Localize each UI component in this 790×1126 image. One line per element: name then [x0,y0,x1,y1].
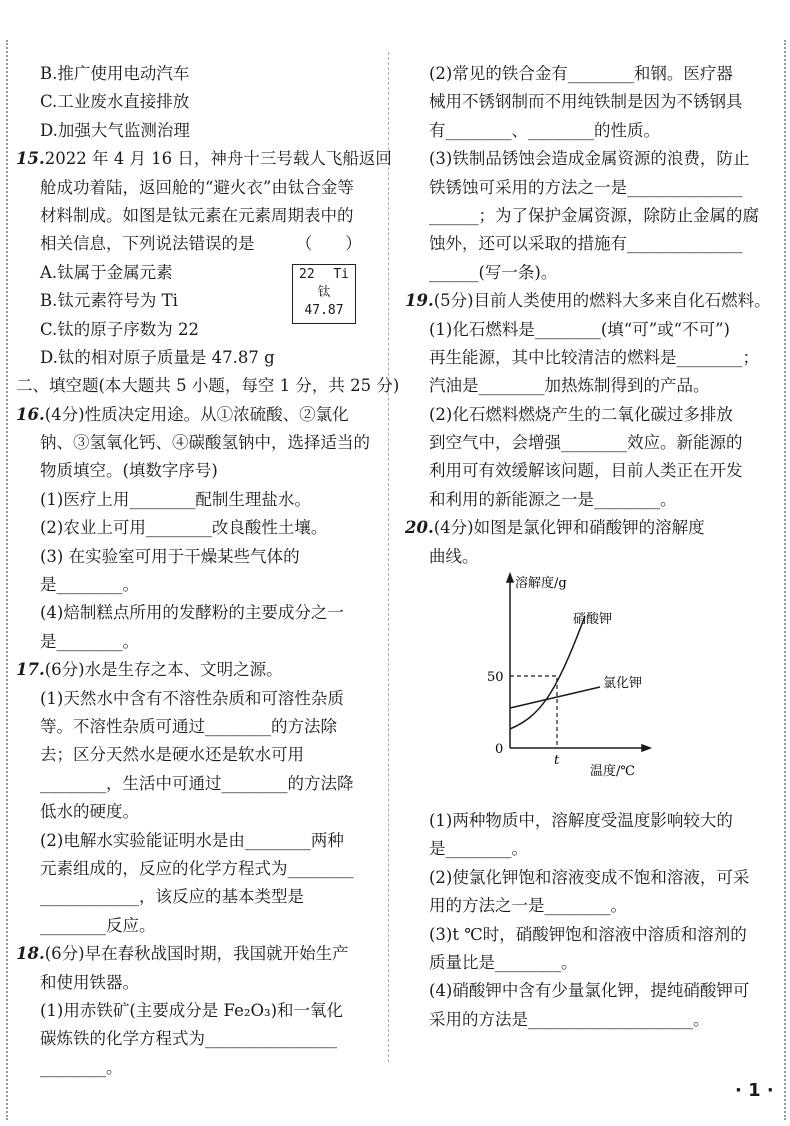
text-line [405,202,777,230]
question-line [405,287,777,315]
text-line [16,344,376,372]
text-line [16,827,376,855]
line-text: (2)化石燃料燃烧产生的二氧化碳过多排放 [429,404,733,424]
line-text: 2022 年 4 月 16 日，神舟十三号载人飞船返回 [44,149,392,169]
line-text: 低水的硬度。 [40,802,139,822]
line-text: 质量比是________。 [429,952,578,972]
text-line [405,807,777,835]
line-text: (4分)如图是氯化钾和硝酸钾的溶解度 [433,518,705,538]
line-text: (6分)早在春秋战国时期，我国就开始生产 [44,944,349,964]
text-line [405,1006,777,1034]
text-line [405,174,777,202]
text-line [16,457,376,485]
right-column [405,60,777,1034]
line-text: ________反应。 [40,915,156,935]
line-text: D.加强大气监测治理 [40,120,190,140]
text-line [405,372,777,400]
kcl-label: 氯化钾 [603,676,643,692]
line-text: 相关信息，下列说法错误的是 （ ） [40,234,362,254]
line-text: 物质填空。(填数字序号) [40,461,218,481]
line-text: ____________，该反应的基本类型是 [40,887,304,907]
text-line [16,798,376,826]
line-text: 材料制成。如图是钛元素在元素周期表中的 [40,205,354,225]
question-number: 15. [16,149,45,169]
text-line [16,60,376,88]
column-divider [388,52,389,1062]
text-line [16,202,376,230]
line-text: 汽油是________加热炼制得到的产品。 [429,376,710,396]
text-line [16,88,376,116]
text-line [405,949,777,977]
line-text: 二、填空题(本大题共 5 小题，每空 1 分，共 25 分) [16,376,400,396]
text-line [16,1054,376,1082]
line-text: (1)用赤铁矿(主要成分是 Fe₂O₃)和一氧化 [40,1000,344,1020]
line-text: 再生能源，其中比较清洁的燃料是________； [429,347,759,367]
line-text: (2)农业上可用________改良酸性土壤。 [40,518,328,538]
question-line [16,656,376,684]
line-text: (3)铁制品锈蚀会造成金属资源的浪费，防止 [429,149,750,169]
line-text: 钠、③氢氧化钙、④碳酸氢钠中，选择适当的 [40,433,370,453]
atomic-number: 22 [299,267,315,282]
y-axis-arrow [507,574,513,582]
text-line [16,514,376,542]
text-line [405,864,777,892]
line-text: (4)硝酸钾中含有少量氯化钾，提纯硝酸钾可 [429,981,750,1001]
line-text: ______(写一条)。 [429,262,558,282]
line-text: (4)焙制糕点所用的发酵粉的主要成分之一 [40,603,344,623]
question-line [16,940,376,968]
line-text: 采用的方法是____________________。 [429,1009,710,1029]
line-text: (2)使氯化钾饱和溶液变成不饱和溶液，可采 [429,867,750,887]
text-line [405,543,777,571]
line-text: 是________。 [429,839,528,859]
line-text: (5分)目前人类使用的燃料大多来自化石燃料。 [433,291,771,311]
line-text: 蚀外，还可以采取的措施有______________ [429,234,743,254]
line-text: 到空气中，会增强________效应。新能源的 [429,433,743,453]
line-text: (2)电解水实验能证明水是由________两种 [40,830,344,850]
text-line [16,117,376,145]
text-line [16,741,376,769]
line-text: 是________。 [40,575,139,595]
text-line [405,145,777,173]
question-line [405,514,777,542]
line-text: (2)常见的铁合金有________和钢。医疗器 [429,64,733,83]
text-line [405,892,777,920]
text-line [405,259,777,287]
question-line [16,401,376,429]
left-column [16,60,400,1082]
text-line [16,486,376,514]
line-text: B.推广使用电动汽车 [40,64,190,83]
line-text: (1)两种物质中，溶解度受温度影响较大的 [429,811,733,831]
text-line [405,835,777,863]
line-text: (1)天然水中含有不溶性杂质和可溶性杂质 [40,688,344,708]
element-symbol: Ti [333,267,349,282]
line-text: 舱成功着陆，返回舱的“避火衣”由钛合金等 [40,177,354,197]
kcl-line [510,687,600,708]
kno3-curve [510,616,585,729]
text-line [405,457,777,485]
text-line [16,685,376,713]
question-number: 16. [16,404,45,424]
text-line [405,88,777,116]
line-text: 利用可有效缓解该问题，目前人类正在开发 [429,461,743,481]
text-line [405,486,777,514]
text-line [16,713,376,741]
line-text: 用的方法之一是________。 [429,896,627,916]
line-text: 和使用铁器。 [40,972,139,992]
text-line [16,571,376,599]
line-text: (3) 在实验室可用于干燥某些气体的 [40,546,300,566]
text-line [16,770,376,798]
y-axis-label: 溶解度/g [515,576,567,592]
text-line [16,230,376,258]
text-line [405,429,777,457]
question-number: 18. [16,944,45,964]
text-line [16,1025,376,1053]
text-line [16,969,376,997]
line-text: 元素组成的，反应的化学方程式为________ [40,858,354,878]
line-text: 和利用的新能源之一是________。 [429,489,677,509]
question-line [16,145,392,173]
text-line [405,977,777,1005]
text-line [16,997,376,1025]
element-name: 钛 [317,285,331,300]
text-line [16,543,376,571]
line-text: 曲线。 [429,546,479,566]
y-tick-50: 50 [487,670,504,686]
x-axis-arrow [642,745,650,751]
kno3-label: 硝酸钾 [573,612,613,628]
line-text: (4分)性质决定用途。从①浓硫酸、②氯化 [44,404,349,424]
text-line [405,316,777,344]
line-text: C.工业废水直接排放 [40,92,190,112]
solubility-chart [465,571,777,807]
question-number: 19. [405,291,434,311]
section-heading [16,372,400,400]
text-line [16,628,376,656]
line-text: D.钛的相对原子质量是 47.87 g [40,347,275,367]
line-text: (1)化石燃料是________(填“可”或“不可”) [429,319,730,339]
line-text: 械用不锈钢制而不用纯铁制是因为不锈钢具 [429,92,743,112]
origin-label: 0 [495,742,504,758]
text-line [16,174,376,202]
text-line [405,230,777,258]
x-axis-label: 温度/℃ [590,764,635,780]
text-line [405,921,777,949]
line-text: 等。不溶性杂质可通过________的方法除 [40,716,337,736]
line-text: C.钛的原子序数为 22 [40,319,200,339]
line-text: (6分)水是生存之本、文明之源。 [44,660,283,680]
line-text: ________。 [40,1057,123,1077]
line-text: (3)t ℃时，硝酸钾饱和溶液中溶质和溶剂的 [429,924,747,944]
text-line [405,60,777,88]
line-text: 铁锈蚀可采用的方法之一是______________ [429,177,743,197]
text-line [16,599,376,627]
line-text: B.钛元素符号为 Ti [40,291,178,311]
text-line [16,883,376,911]
question-number: 20. [405,518,434,538]
question-number: 17. [16,660,45,680]
text-line [405,401,777,429]
reference-dashes [510,676,557,748]
line-text: (1)医疗上用________配制生理盐水。 [40,489,311,509]
text-line [16,855,376,883]
x-tick-t: t [554,753,560,769]
line-text: 是________。 [40,631,139,651]
line-text: 去；区分天然水是硬水还是软水可用 [40,745,304,765]
text-line [405,117,777,145]
page-number: · 1 · [735,1080,774,1101]
line-text: ________，生活中可通过________的方法降 [40,773,354,793]
text-line [16,429,376,457]
line-text: 碳炼铁的化学方程式为________________ [40,1029,337,1049]
text-line [16,912,376,940]
line-text: A.钛属于金属元素 [40,262,173,282]
text-line [405,344,777,372]
line-text: 有________、________的性质。 [429,120,660,140]
titanium-element-card [292,264,356,324]
line-text: ______；为了保护金属资源，除防止金属的腐 [429,205,759,225]
atomic-mass: 47.87 [304,303,344,318]
